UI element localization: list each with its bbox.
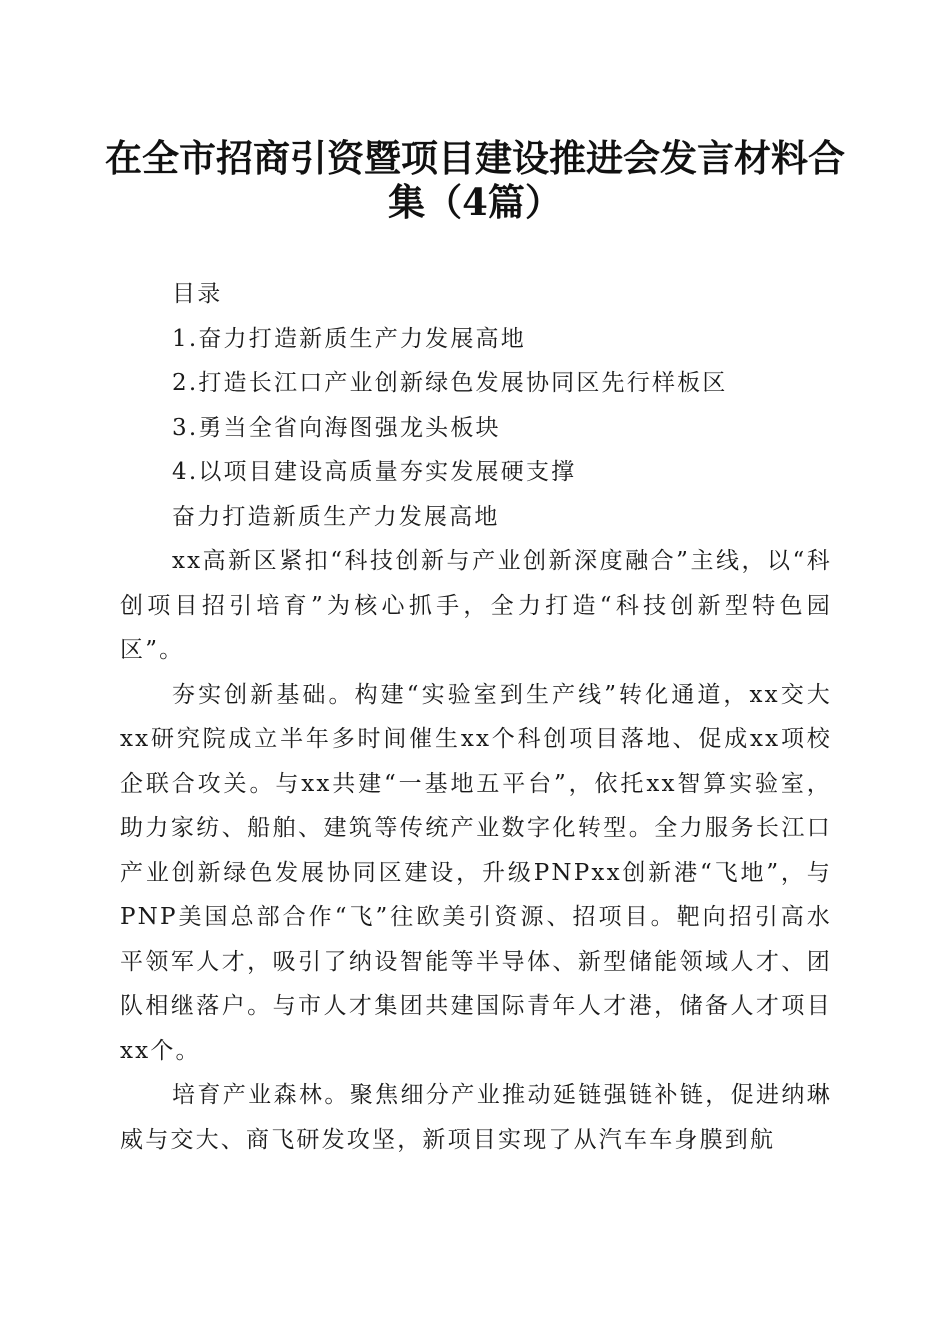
toc-item-2: 2.打造长江口产业创新绿色发展协同区先行样板区 [172,370,728,396]
title-line-1: 在全市招商引资暨项目建设推进会发言材料合 [105,136,845,180]
title-line-2: 集（4篇） [388,180,562,224]
paragraph-1: xx高新区紧扣“科技创新与产业创新深度融合”主线，以“科创项目招引培育”为核心抓手，全力打造“科技创新型特色园区”。 [120,548,832,663]
toc-heading: 目录 [172,281,223,307]
document-body [120,272,832,1162]
paragraph-2: 夯实创新基础。构建“实验室到生产线”转化通道，xx交大xx研究院成立半年多时间催生xx个科创项目落地、促成xx项校企联合攻关。与xx共建“一基地五平台”，依托xx智算实验室，助力家纺、船舶、建筑等传统产业数字化转型。全力服务长江口产业创新绿色发展协同区建设，升级PNPxx创新港“飞地”，与PNP美国总部合作“飞”往欧美引资源、招项目。靶向招引高水平领军人才，吸引了纳设智能等半导体、新型储能领域人才、团队相继落户。与市人才集团共建国际青年人才港，储备人才项目xx个。 [120,681,832,1064]
paragraph-3: 培育产业森林。聚焦细分产业推动延链强链补链，促进纳琳威与交大、商飞研发攻坚，新项目实现了从汽车车身膜到航 [120,1082,832,1153]
section-heading: 奋力打造新质生产力发展高地 [172,503,500,530]
toc-item-4: 4.以项目建设高质量夯实发展硬支撑 [172,459,577,485]
toc-item-3: 3.勇当全省向海图强龙头板块 [172,414,501,441]
toc-item-1: 1.奋力打造新质生产力发展高地 [172,325,526,352]
document-title [100,136,850,224]
